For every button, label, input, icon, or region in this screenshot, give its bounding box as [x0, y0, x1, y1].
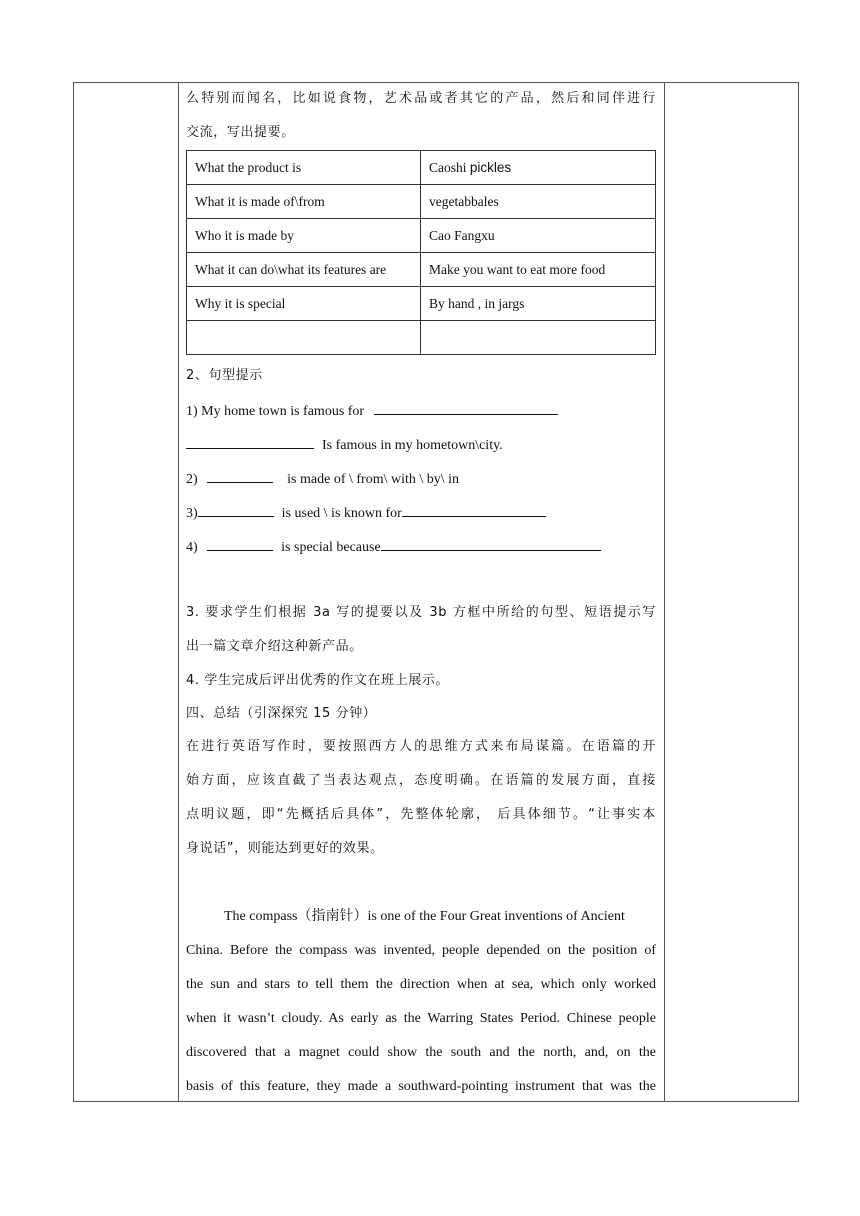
intro-line-2: 交流，写出提要。: [186, 125, 295, 140]
column-divider-right: [664, 82, 665, 1102]
passage-line-1: The compass（指南针）is one of the Four Great inventions of Ancient: [224, 909, 625, 924]
task-3-line-2: 出一篇文章介绍这种新产品。: [186, 639, 363, 654]
table-cell-label: What it is made of\from: [187, 185, 421, 219]
table-cell-label: What it can do\what its features are: [187, 253, 421, 287]
blank-line: [186, 434, 314, 449]
summary-heading: 四、总结（引深探究 15 分钟）: [186, 706, 377, 721]
passage-line-2: China. Before the compass was invented, people depended on the position of: [186, 943, 656, 958]
table-row: [187, 185, 656, 219]
table-cell-value: Make you want to eat more food: [421, 253, 656, 287]
table-row: [187, 219, 656, 253]
blank-line: [381, 536, 601, 551]
pattern-1b-text: Is famous in my hometown\city.: [322, 438, 503, 453]
table-cell-value: Cao Fangxu: [421, 219, 656, 253]
product-summary-table: [186, 150, 656, 355]
blank-line: [374, 400, 558, 415]
table-row-empty: [187, 321, 656, 355]
pattern-1b: [186, 434, 503, 456]
summary-line-2: 始方面，应该直截了当表达观点，态度明确。在语篇的发展方面，直接: [186, 773, 656, 788]
intro-line-1: 么特别而闻名，比如说食物，艺术品或者其它的产品，然后和同伴进行: [186, 91, 656, 106]
pattern-4-number: 4): [186, 540, 198, 555]
column-divider-left: [178, 82, 179, 1102]
task-4: 4. 学生完成后评出优秀的作文在班上展示。: [186, 673, 450, 688]
value-text: Caoshi: [429, 159, 470, 175]
passage-line-3: the sun and stars to tell them the direction when at sea, which only worked: [186, 977, 656, 992]
pattern-1: [186, 400, 558, 422]
pattern-4: [186, 536, 601, 558]
table-cell-value: [421, 321, 656, 355]
passage-line-6: basis of this feature, they made a southward-pointing instrument that was the: [186, 1079, 656, 1094]
pattern-1-text: 1) My home town is famous for: [186, 404, 365, 419]
table-cell-label: Who it is made by: [187, 219, 421, 253]
summary-line-1: 在进行英语写作时，要按照西方人的思维方式来布局谋篇。在语篇的开: [186, 739, 656, 754]
table-row: [187, 253, 656, 287]
pattern-2-text: is made of \ from\ with \ by\ in: [287, 472, 460, 487]
pattern-3-number: 3): [186, 506, 198, 521]
pattern-3: [186, 502, 546, 524]
passage-line-4: when it wasn’t cloudy. As early as the Warring States Period. Chinese people: [186, 1011, 656, 1026]
passage-line-5: discovered that a magnet could show the south and the north, and, on the: [186, 1045, 656, 1060]
summary-line-4: 身说话”，则能达到更好的效果。: [186, 841, 384, 856]
table-cell-value: vegetabbales: [421, 185, 656, 219]
table-cell-label: [187, 321, 421, 355]
table-row: [187, 151, 656, 185]
table-cell-value: By hand , in jargs: [421, 287, 656, 321]
table-cell-label: What the product is: [187, 151, 421, 185]
pattern-4-text: is special because: [281, 540, 381, 555]
blank-line: [198, 502, 274, 517]
blank-line: [402, 502, 546, 517]
blank-line: [207, 536, 273, 551]
table-cell-label: Why it is special: [187, 287, 421, 321]
value-text-sans: pickles: [469, 159, 512, 175]
summary-line-3: 点明议题，即“先概括后具体”，先整体轮廓， 后具体细节。“让事实本: [186, 807, 656, 822]
pattern-2: [186, 468, 459, 490]
pattern-2-number: 2): [186, 472, 198, 487]
table-cell-value: [421, 151, 656, 185]
patterns-heading: 2、句型提示: [186, 368, 263, 383]
task-3-line-1: 3. 要求学生们根据 3a 写的提要以及 3b 方框中所给的句型、短语提示写: [186, 605, 656, 620]
blank-line: [207, 468, 273, 483]
table-row: [187, 287, 656, 321]
pattern-3-text: is used \ is known for: [281, 506, 402, 521]
